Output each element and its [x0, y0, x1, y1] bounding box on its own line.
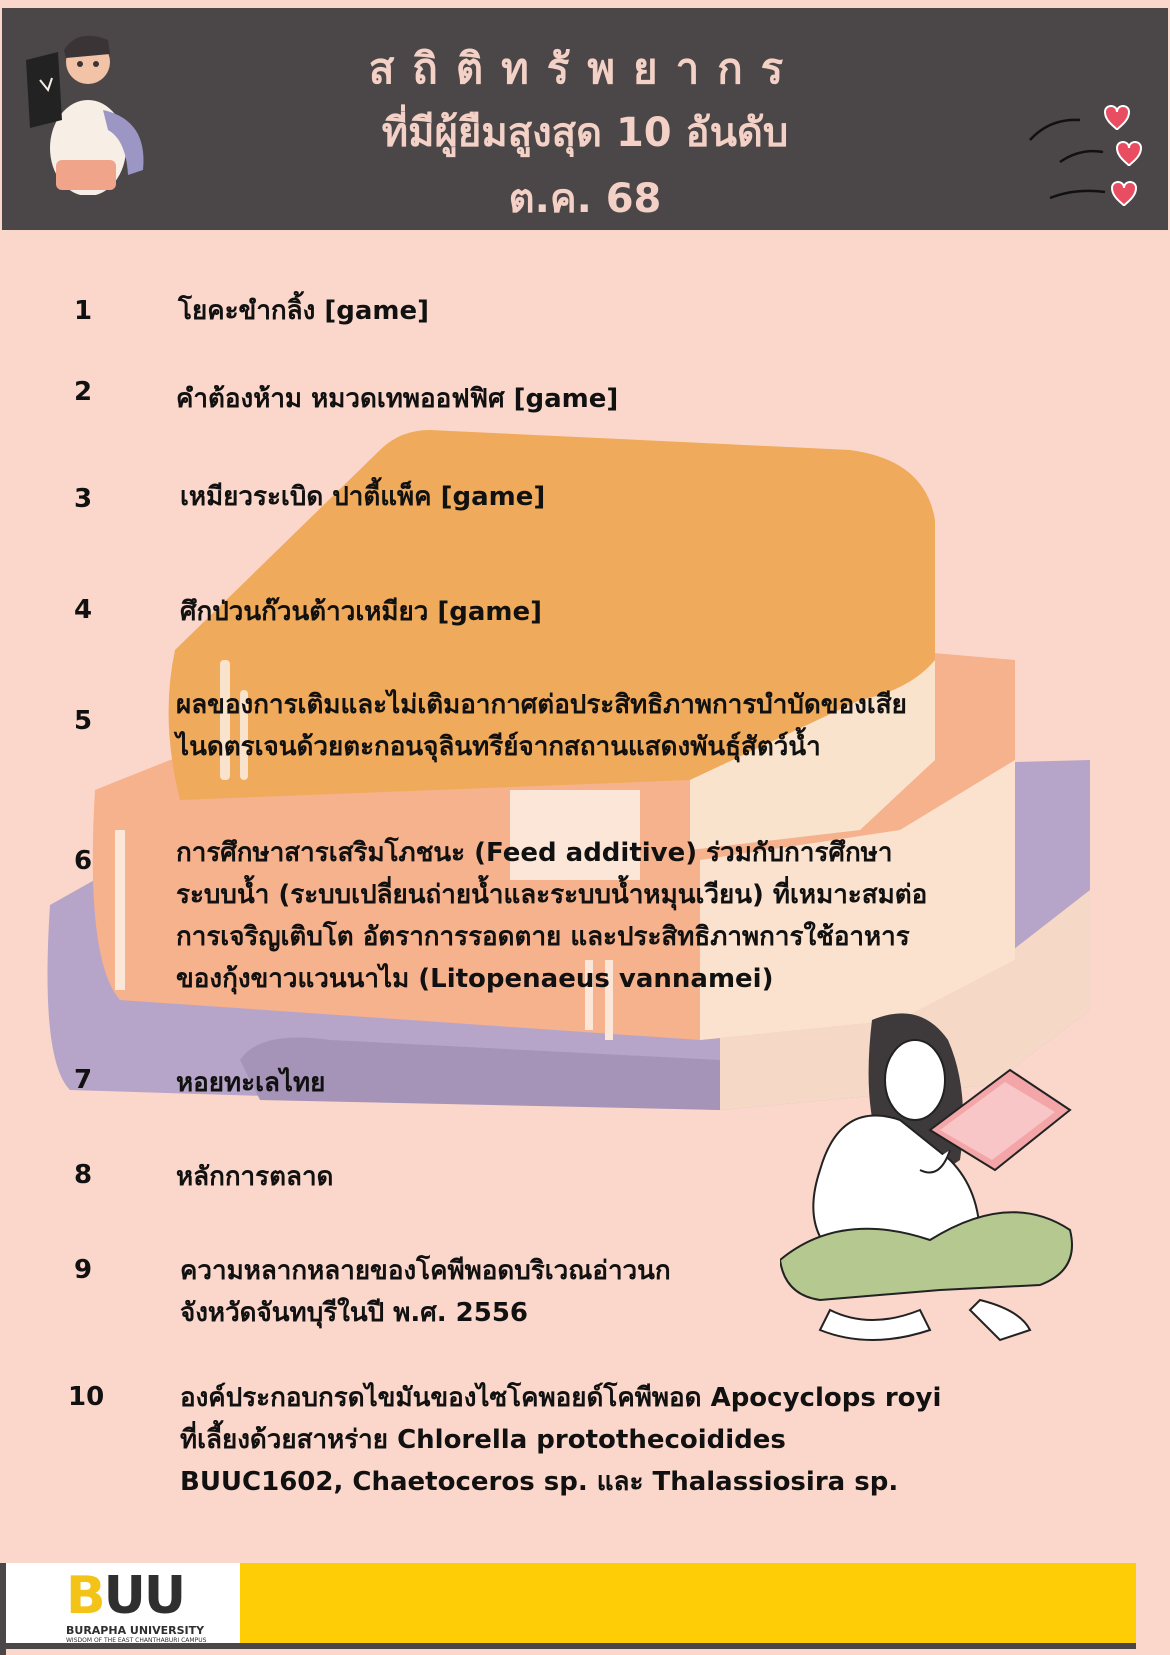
- list-item-title: ศึกป่วนก๊วนต้าวเหมียว [game]: [180, 597, 543, 627]
- hearts-decoration: [1025, 100, 1155, 220]
- rank-number: 3: [74, 484, 93, 514]
- rank-number: 2: [74, 377, 93, 407]
- header-title-line2: ที่มีผู้ยืมสูงสุด 10 อันดับ: [381, 110, 789, 156]
- list-item-title: ผลของการเติมและไม่เติมอากาศต่อประสิทธิภาพการบำบัดของเสียไนดตรเจนด้วยตะกอนจุลินทรีย์จากสถานแสดงพันธุ์สัตว์น้ำ: [176, 690, 907, 762]
- header-title-line1: สถิติทรัพยากร: [368, 44, 802, 93]
- list-item-title: ความหลากหลายของโคพีพอดบริเวณอ่าวนกจังหวัดจันทบุรีในปี พ.ศ. 2556: [180, 1256, 671, 1328]
- list-item-title: หอยทะเลไทย: [176, 1068, 326, 1098]
- rank-number: 7: [74, 1065, 93, 1095]
- logo-letters-uu: UU: [103, 1566, 185, 1626]
- logo-university-name: BURAPHA UNIVERSITY: [66, 1624, 205, 1637]
- boy-reading-illustration: [18, 20, 158, 195]
- list-item-title: การศึกษาสารเสริมโภชนะ (Feed additive) ร่วมกับการศึกษาระบบน้ำ (ระบบเปลี่ยนถ่ายน้ำและระบบน้ำหมุนเวียน) ที่เหมาะสมต่อการเจริญเติบโต อัตราการรอดตาย และประสิทธิภาพการใช้อาหารของกุ้งขาวแวนนาไม (Litopenaeus vannamei): [176, 838, 928, 994]
- buu-logo: [66, 1566, 207, 1644]
- footer-edge: [0, 1563, 6, 1655]
- list-item-title: คำต้องห้าม หมวดเทพออฟฟิศ [game]: [176, 384, 619, 414]
- list-item-title: โยคะขำกลิ้ง [game]: [178, 296, 429, 326]
- rank-number: 9: [74, 1255, 93, 1285]
- girl-reading-illustration: [780, 1010, 1090, 1370]
- list-item-title: องค์ประกอบกรดไขมันของไซโคพอยด์โคพีพอด Apocyclops royi ที่เลี้ยงด้วยสาหร่าย Chlorella protothecoidides BUUC1602, Chaetoceros sp. และ Thalassiosira sp.: [180, 1383, 942, 1497]
- rank-number: 4: [74, 595, 93, 625]
- list-item-title: หลักการตลาด: [176, 1162, 334, 1192]
- rank-number: 10: [68, 1382, 105, 1412]
- logo-letter-b: B: [66, 1566, 104, 1626]
- rank-number: 8: [74, 1160, 93, 1190]
- rank-number: 1: [74, 296, 93, 326]
- logo-tagline: WISDOM OF THE EAST CHANTHABURI CAMPUS: [66, 1637, 207, 1644]
- header-title-line3: ต.ค. 68: [508, 176, 662, 222]
- rank-number: 5: [74, 706, 93, 736]
- rank-number: 6: [74, 846, 93, 876]
- list-item-title: เหมียวระเบิด ปาตี้แพ็ค [game]: [180, 482, 546, 512]
- footer-yellow-band: [240, 1563, 1136, 1643]
